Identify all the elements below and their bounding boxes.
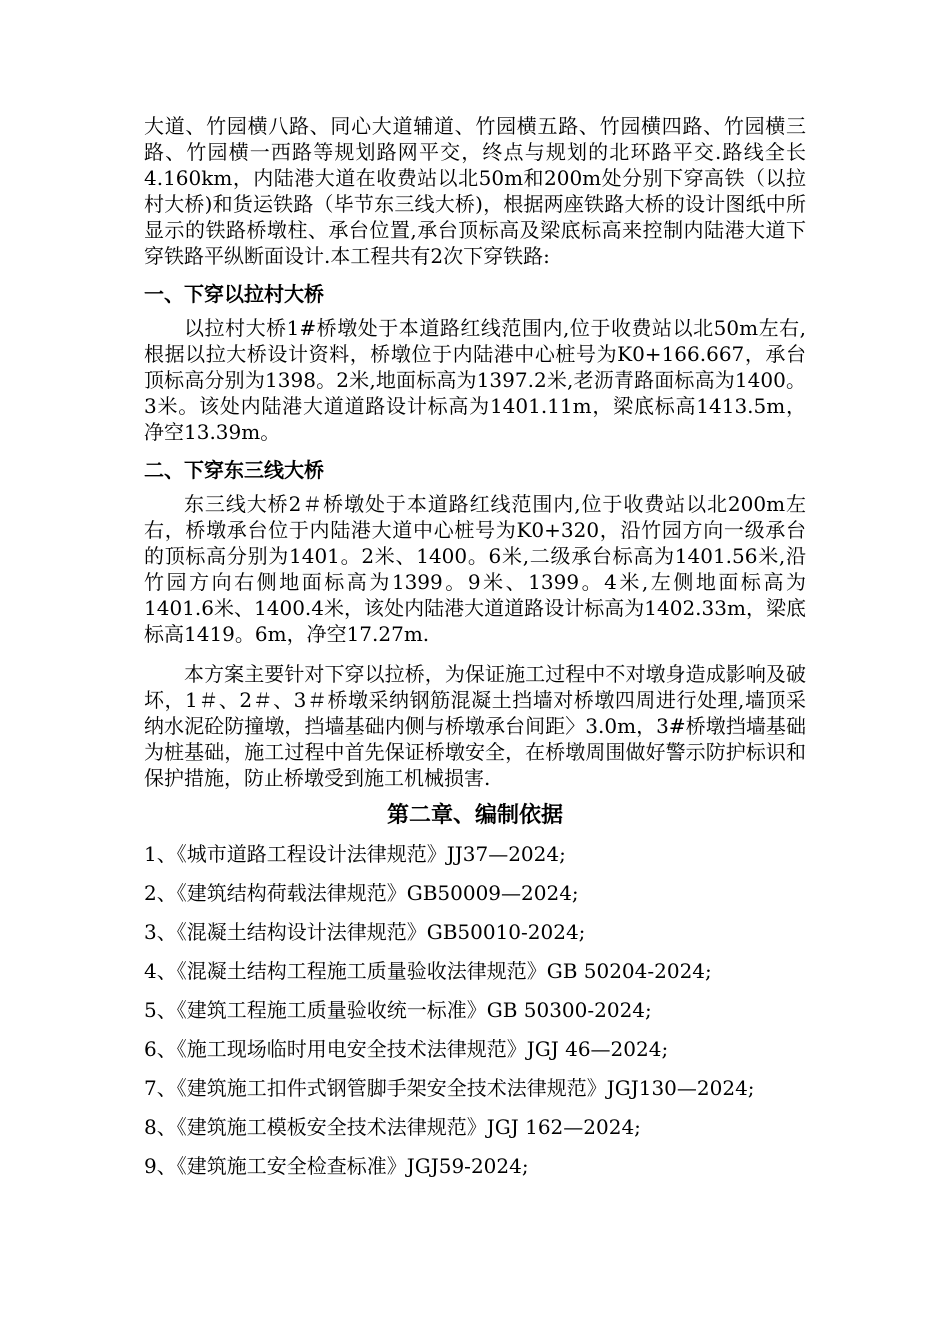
- reference-list: [144, 841, 806, 1180]
- document-page: [144, 113, 806, 1192]
- reference-item: 7、《建筑施工扣件式钢管脚手架安全技术法律规范》JGJ130—2024;: [144, 1076, 755, 1100]
- reference-item: 2、《建筑结构荷载法律规范》GB50009—2024;: [144, 881, 579, 905]
- chapter-title: 第二章、编制依据: [386, 803, 563, 828]
- reference-item: 3、《混凝土结构设计法律规范》GB50010-2024;: [144, 920, 586, 944]
- reference-item: 8、《建筑施工模板安全技术法律规范》JGJ 162—2024;: [144, 1115, 641, 1139]
- section-1-paragraph: 以拉村大桥1#桥墩处于本道路红线范围内,位于收费站以北50m左右,根据以拉大桥设计资料，桥墩位于内陆港中心桩号为K0+166.667，承台顶标高分别为1398。2米,地面标高为1397.2米,老沥青路面标高为1400。3米。该处内陆港大道道路设计标高为1401.11m，梁底标高1413.5m，净空13.39m。: [144, 316, 806, 444]
- section-2-paragraph: 东三线大桥2＃桥墩处于本道路红线范围内,位于收费站以北200m左右，桥墩承台位于内陆港大道中心桩号为K0+320，沿竹园方向一级承台的顶标高分别为1401。2米、1400。6米,二级承台标高为1401.56米,沿竹园方向右侧地面标高为1399。9米、1399。4米,左侧地面标高为1401.6米、1400.4米，该处内陆港大道道路设计标高为1402.33m，梁底标高1419。6m，净空17.27m.: [144, 492, 806, 646]
- reference-item: 4、《混凝土结构工程施工质量验收法律规范》GB 50204-2024;: [144, 959, 712, 983]
- section-heading-2: 二、下穿东三线大桥: [144, 458, 324, 482]
- intro-paragraph: 大道、竹园横八路、同心大道辅道、竹园横五路、竹园横四路、竹园横三路、竹园横一西路等规划路网平交，终点与规划的北环路平交.路线全长4.160km，内陆港大道在收费站以北50m和200m处分别下穿高铁（以拉村大桥)和货运铁路（毕节东三线大桥)，根据两座铁路大桥的设计图纸中所显示的铁路桥墩柱、承台位置,承台顶标高及梁底标高来控制内陆港大道下穿铁路平纵断面设计.本工程共有2次下穿铁路:: [144, 114, 806, 268]
- reference-item: 1、《城市道路工程设计法律规范》JJ37—2024;: [144, 842, 566, 866]
- plan-paragraph: 本方案主要针对下穿以拉桥，为保证施工过程中不对墩身造成影响及破坏，1＃、2＃、3＃桥墩采纳钢筋混凝土挡墙对桥墩四周进行处理,墙顶采纳水泥砼防撞墩，挡墙基础内侧与桥墩承台间距〉3.0m，3#桥墩挡墙基础为桩基础，施工过程中首先保证桥墩安全，在桥墩周围做好警示防护标识和保护措施，防止桥墩受到施工机械损害.: [144, 662, 806, 790]
- reference-item: 9、《建筑施工安全检查标准》JGJ59-2024;: [144, 1154, 529, 1178]
- reference-item: 6、《施工现场临时用电安全技术法律规范》JGJ 46—2024;: [144, 1037, 669, 1061]
- section-heading-1: 一、下穿以拉村大桥: [144, 282, 324, 306]
- reference-item: 5、《建筑工程施工质量验收统一标准》GB 50300-2024;: [144, 998, 652, 1022]
